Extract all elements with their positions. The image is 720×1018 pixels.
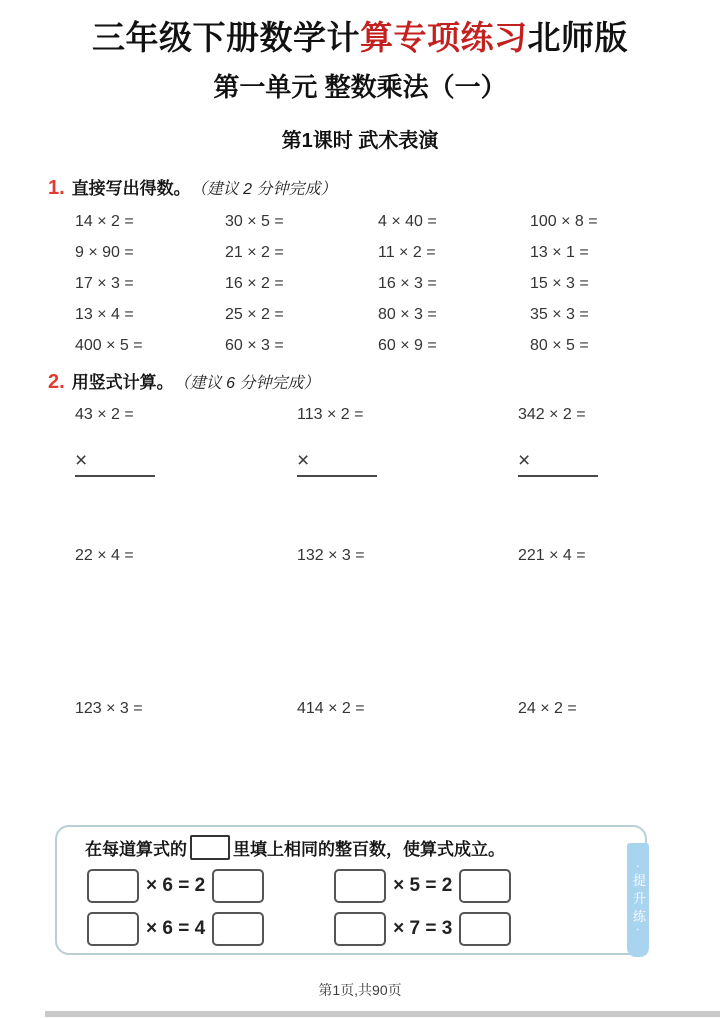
oral-problem: 21 × 2 = — [225, 244, 284, 261]
oral-problem: 60 × 9 = — [378, 337, 437, 354]
answer-box[interactable] — [212, 912, 264, 946]
oral-problem: 80 × 5 = — [530, 337, 589, 354]
oral-problem: 35 × 3 = — [530, 306, 589, 323]
oral-problem: 9 × 90 = — [75, 244, 134, 261]
section2-title: 用竖式计算。 — [71, 373, 174, 392]
oral-problem: 80 × 3 = — [378, 306, 437, 323]
answer-box[interactable] — [334, 912, 386, 946]
answer-box[interactable] — [459, 869, 511, 903]
page-title-black-left: 三年级下册数学计 — [92, 19, 360, 56]
challenge-instruction-prefix: 在每道算式的 — [85, 840, 187, 859]
oral-problem: 100 × 8 = — [530, 213, 598, 230]
challenge-equation-row — [87, 869, 645, 903]
oral-problem: 30 × 5 = — [225, 213, 284, 230]
multiplication-sign-icon: × — [297, 449, 310, 472]
vertical-problem: 414 × 2 = — [297, 700, 365, 717]
oral-problem: 14 × 2 = — [75, 213, 134, 230]
section1-title: 直接写出得数。 — [71, 179, 191, 198]
challenge-box — [55, 825, 647, 955]
oral-problem: 60 × 3 = — [225, 337, 284, 354]
vertical-calc-row-2 — [75, 547, 720, 565]
answer-box[interactable] — [190, 835, 230, 860]
vertical-problem: 342 × 2 = — [518, 406, 586, 423]
oral-problem: 16 × 3 = — [378, 275, 437, 292]
oral-problem: 13 × 4 = — [75, 306, 134, 323]
equation-label: × 6 = 4 — [146, 918, 206, 939]
page-indicator: 第1页,共90页 — [318, 982, 402, 998]
vertical-calc-template[interactable] — [518, 448, 598, 477]
vertical-calc-template[interactable] — [297, 448, 377, 477]
vertical-calc-templates — [75, 448, 720, 477]
vertical-problem: 22 × 4 = — [75, 547, 134, 564]
oral-problem: 400 × 5 = — [75, 337, 143, 354]
equation-label: × 7 = 3 — [393, 918, 453, 939]
answer-box[interactable] — [212, 869, 264, 903]
answer-box[interactable] — [459, 912, 511, 946]
oral-calculation-grid — [75, 206, 720, 361]
section2-header — [48, 368, 720, 394]
oral-problem: 25 × 2 = — [225, 306, 284, 323]
page-title-black-right: 北师版 — [527, 19, 628, 56]
answer-box[interactable] — [334, 869, 386, 903]
challenge-tab: ·提升练· — [627, 843, 649, 957]
page-title — [0, 0, 720, 59]
section2-number: 2. — [48, 371, 65, 393]
multiplication-sign-icon: × — [518, 449, 531, 472]
challenge-equation — [334, 869, 511, 903]
equation-label: × 5 = 2 — [393, 875, 453, 896]
oral-problem: 16 × 2 = — [225, 275, 284, 292]
answer-box[interactable] — [87, 869, 139, 903]
section2-hint: （建议 6 分钟完成） — [173, 375, 320, 392]
oral-problem: 13 × 1 = — [530, 244, 589, 261]
vertical-problem: 113 × 2 = — [297, 406, 364, 423]
page-title-red: 算专项练习 — [360, 19, 528, 56]
oral-problem: 4 × 40 = — [378, 213, 437, 230]
oral-problem: 15 × 3 = — [530, 275, 589, 292]
vertical-calc-row-1 — [75, 406, 720, 424]
vertical-problem: 123 × 3 = — [75, 700, 143, 717]
challenge-equation-row — [87, 912, 645, 946]
unit-title: 第一单元 整数乘法（一） — [213, 72, 507, 102]
challenge-equation — [334, 912, 511, 946]
section1-hint: （建议 2 分钟完成） — [190, 181, 337, 198]
challenge-equation — [87, 912, 264, 946]
vertical-problem: 24 × 2 = — [518, 700, 577, 717]
challenge-equation — [87, 869, 264, 903]
multiplication-sign-icon: × — [75, 449, 88, 472]
lesson-title: 第1课时 武术表演 — [281, 130, 439, 152]
bottom-divider — [45, 1011, 720, 1017]
vertical-calc-template[interactable] — [75, 448, 155, 477]
section1-number: 1. — [48, 177, 65, 199]
challenge-instruction — [85, 835, 645, 860]
vertical-problem: 221 × 4 = — [518, 547, 586, 564]
section1-header — [48, 174, 720, 200]
oral-problem: 11 × 2 = — [378, 244, 436, 261]
answer-box[interactable] — [87, 912, 139, 946]
oral-problem: 17 × 3 = — [75, 275, 134, 292]
vertical-problem: 43 × 2 = — [75, 406, 134, 423]
equation-label: × 6 = 2 — [146, 875, 206, 896]
challenge-instruction-suffix: 里填上相同的整百数，使算式成立。 — [233, 840, 505, 859]
vertical-problem: 132 × 3 = — [297, 547, 365, 564]
vertical-calc-row-3 — [75, 700, 720, 718]
